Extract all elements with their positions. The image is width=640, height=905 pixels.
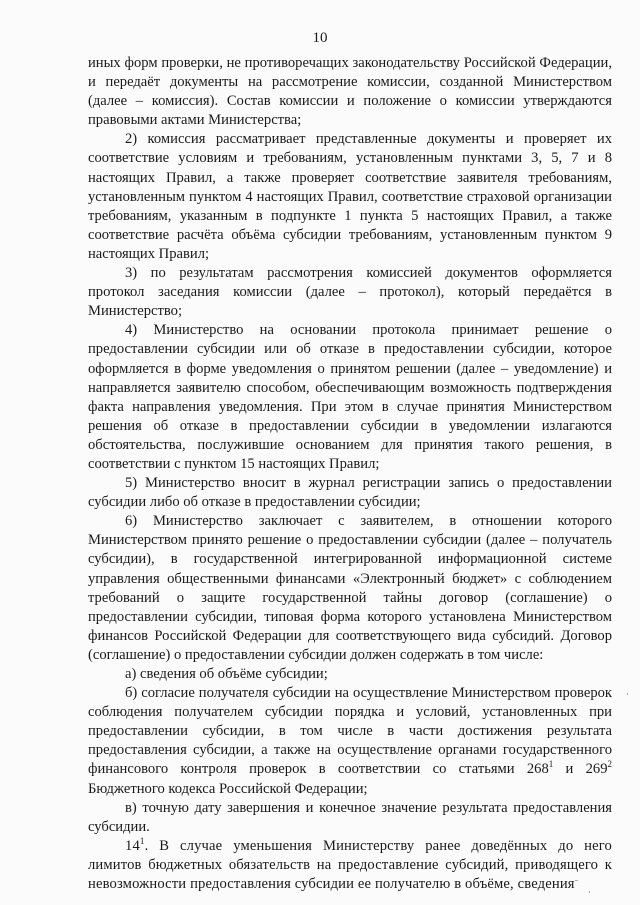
text-line: получатель субсидии), в государственной интегрированной информационной — [88, 532, 612, 568]
paragraph-subitem-b — [88, 684, 612, 799]
text-line: лимитов бюджетных обязательств на предоставление субсидий, приводящего — [88, 856, 599, 873]
page-number: 10 — [312, 30, 328, 46]
text-line: Правил, а также соответствие расчёта объёма субсидии требованиям, — [88, 207, 612, 243]
text-line: Федерации, и передаёт документы на рассмотрение комиссии, созданной — [88, 55, 612, 91]
text-line: субсидий. Договор (соглашение) о предоставлении субсидии должен содержать — [88, 627, 612, 663]
text-line: организации требованиям, указанным в подпункте 1 пункта 5 настоящих — [88, 188, 612, 224]
text-line: 2) комиссия рассматривает представленные документы и проверяет — [125, 131, 587, 148]
text-line: установленным пунктом 4 настоящих Правил, соответствие страховой — [88, 188, 530, 205]
text-line: субсидии либо об отказе в предоставлении субсидии; — [88, 494, 421, 511]
text-line: 3) по результатам рассмотрения комиссией документов оформляется — [125, 265, 612, 282]
text-line: подтверждения факта направления уведомления. При этом в случае принятия — [88, 379, 612, 415]
text-fragment: Бюджетного кодекса Российской Федерации; — [88, 780, 368, 797]
scan-speck: · — [626, 690, 629, 700]
text-line: и направляется заявителю способом, обеспечивающим возможность — [88, 360, 612, 396]
text-line: иных форм проверки, не противоречащих законодательству Российской — [88, 55, 536, 71]
text-line: результата предоставления субсидии, а также на осуществление органами — [88, 723, 612, 759]
paragraph-item-4 — [88, 321, 612, 474]
text-line: б) согласие получателя субсидии на осуществление Министерством — [125, 685, 551, 702]
text-line: 4) Министерство на основании протокола принимает решение — [125, 322, 589, 339]
scan-speck: · — [588, 888, 591, 898]
superscript: 1 — [139, 835, 145, 846]
text-line: решения, в соответствии с пунктом 15 настоящих Правил; — [88, 436, 612, 472]
document-body — [88, 54, 612, 894]
text-line: к невозможности предоставления субсидии ее получателю в объёме, сведения — [88, 856, 612, 893]
text-line: настоящих Правил, а также проверяет соответствие заявителя требованиям, — [88, 169, 612, 186]
text-line: предоставления субсидии. — [88, 799, 612, 835]
text-line: установленным пунктом 9 настоящих Правил; — [88, 226, 612, 262]
text-line: 6) Министерство заключает с заявителем, в отношении которого — [125, 513, 612, 530]
text-line: в том числе: — [467, 646, 544, 663]
text-line: . В случае уменьшения Министерству ранее доведённых до него — [144, 837, 612, 854]
paragraph-item-2 — [88, 130, 612, 264]
text-line: а) сведения об объёме субсидии; — [125, 666, 328, 682]
scan-speck: ⁻ — [574, 878, 579, 888]
text-line: их соответствие условиям и требованиям, установленным пунктами 3, 5, 7 и 8 — [88, 131, 612, 167]
paragraph-subitem-v — [88, 799, 612, 837]
paragraph-item-3 — [88, 264, 612, 321]
text-fragment: и 269 — [553, 761, 608, 778]
superscript: 1 — [548, 759, 554, 770]
paragraph-item-5 — [88, 474, 612, 512]
text-line: в Министерство; — [88, 284, 613, 320]
text-fragment: со статьями 268 — [432, 761, 549, 778]
paragraph-item-6 — [88, 512, 612, 665]
text-line: с соблюдением требований о защите государственной тайны договор — [88, 570, 612, 606]
superscript: 2 — [607, 759, 613, 770]
text-line: о предоставлении субсидии или об отказе в предоставлении субсидии, которое — [88, 322, 612, 358]
text-line: оформляется в форме уведомления о принятом решении (далее – уведомление) — [88, 360, 599, 377]
text-line: утверждаются правовыми актами Министерства; — [88, 93, 612, 129]
text-line: (соглашение) о предоставлении субсидии, типовая форма которого установлена — [88, 589, 612, 625]
text-line: 5) Министерство вносит в журнал регистрации запись о предоставлении — [125, 475, 612, 492]
text-line: государственного финансового контроля проверок в соответствии — [88, 742, 612, 778]
text-line: Министерством принято решение о предоставлении субсидии (далее – — [88, 532, 538, 549]
section-number-main: 14 — [125, 837, 140, 854]
text-line: излагаются обстоятельства, послужившие основанием для принятия такого — [88, 417, 612, 453]
text-line: протокол заседания комиссии (далее – протокол), который передаётся — [88, 284, 592, 301]
text-line: в) точную дату завершения и конечное значение результата — [125, 799, 508, 816]
section-number — [125, 835, 145, 854]
text-line: Министерством (далее – комиссия). Состав комиссии и положение о комиссии — [88, 74, 612, 110]
paragraph-subitem-a — [88, 665, 612, 684]
text-line: системе управления общественными финансами «Электронный бюджет» — [88, 551, 613, 587]
text-line: Министерством решения об отказе в предоставлении субсидии в уведомлении — [88, 398, 612, 434]
text-line: Министерством финансов Российской Федерации для соответствующего вида — [88, 608, 612, 644]
text-line: установленных при предоставлении субсидии, в том числе в части достижения — [88, 704, 612, 740]
text-line: проверок соблюдения получателем субсидии порядка и условий, — [88, 685, 613, 721]
paragraph-14-1 — [88, 837, 612, 894]
paragraph-continuation — [88, 54, 612, 130]
